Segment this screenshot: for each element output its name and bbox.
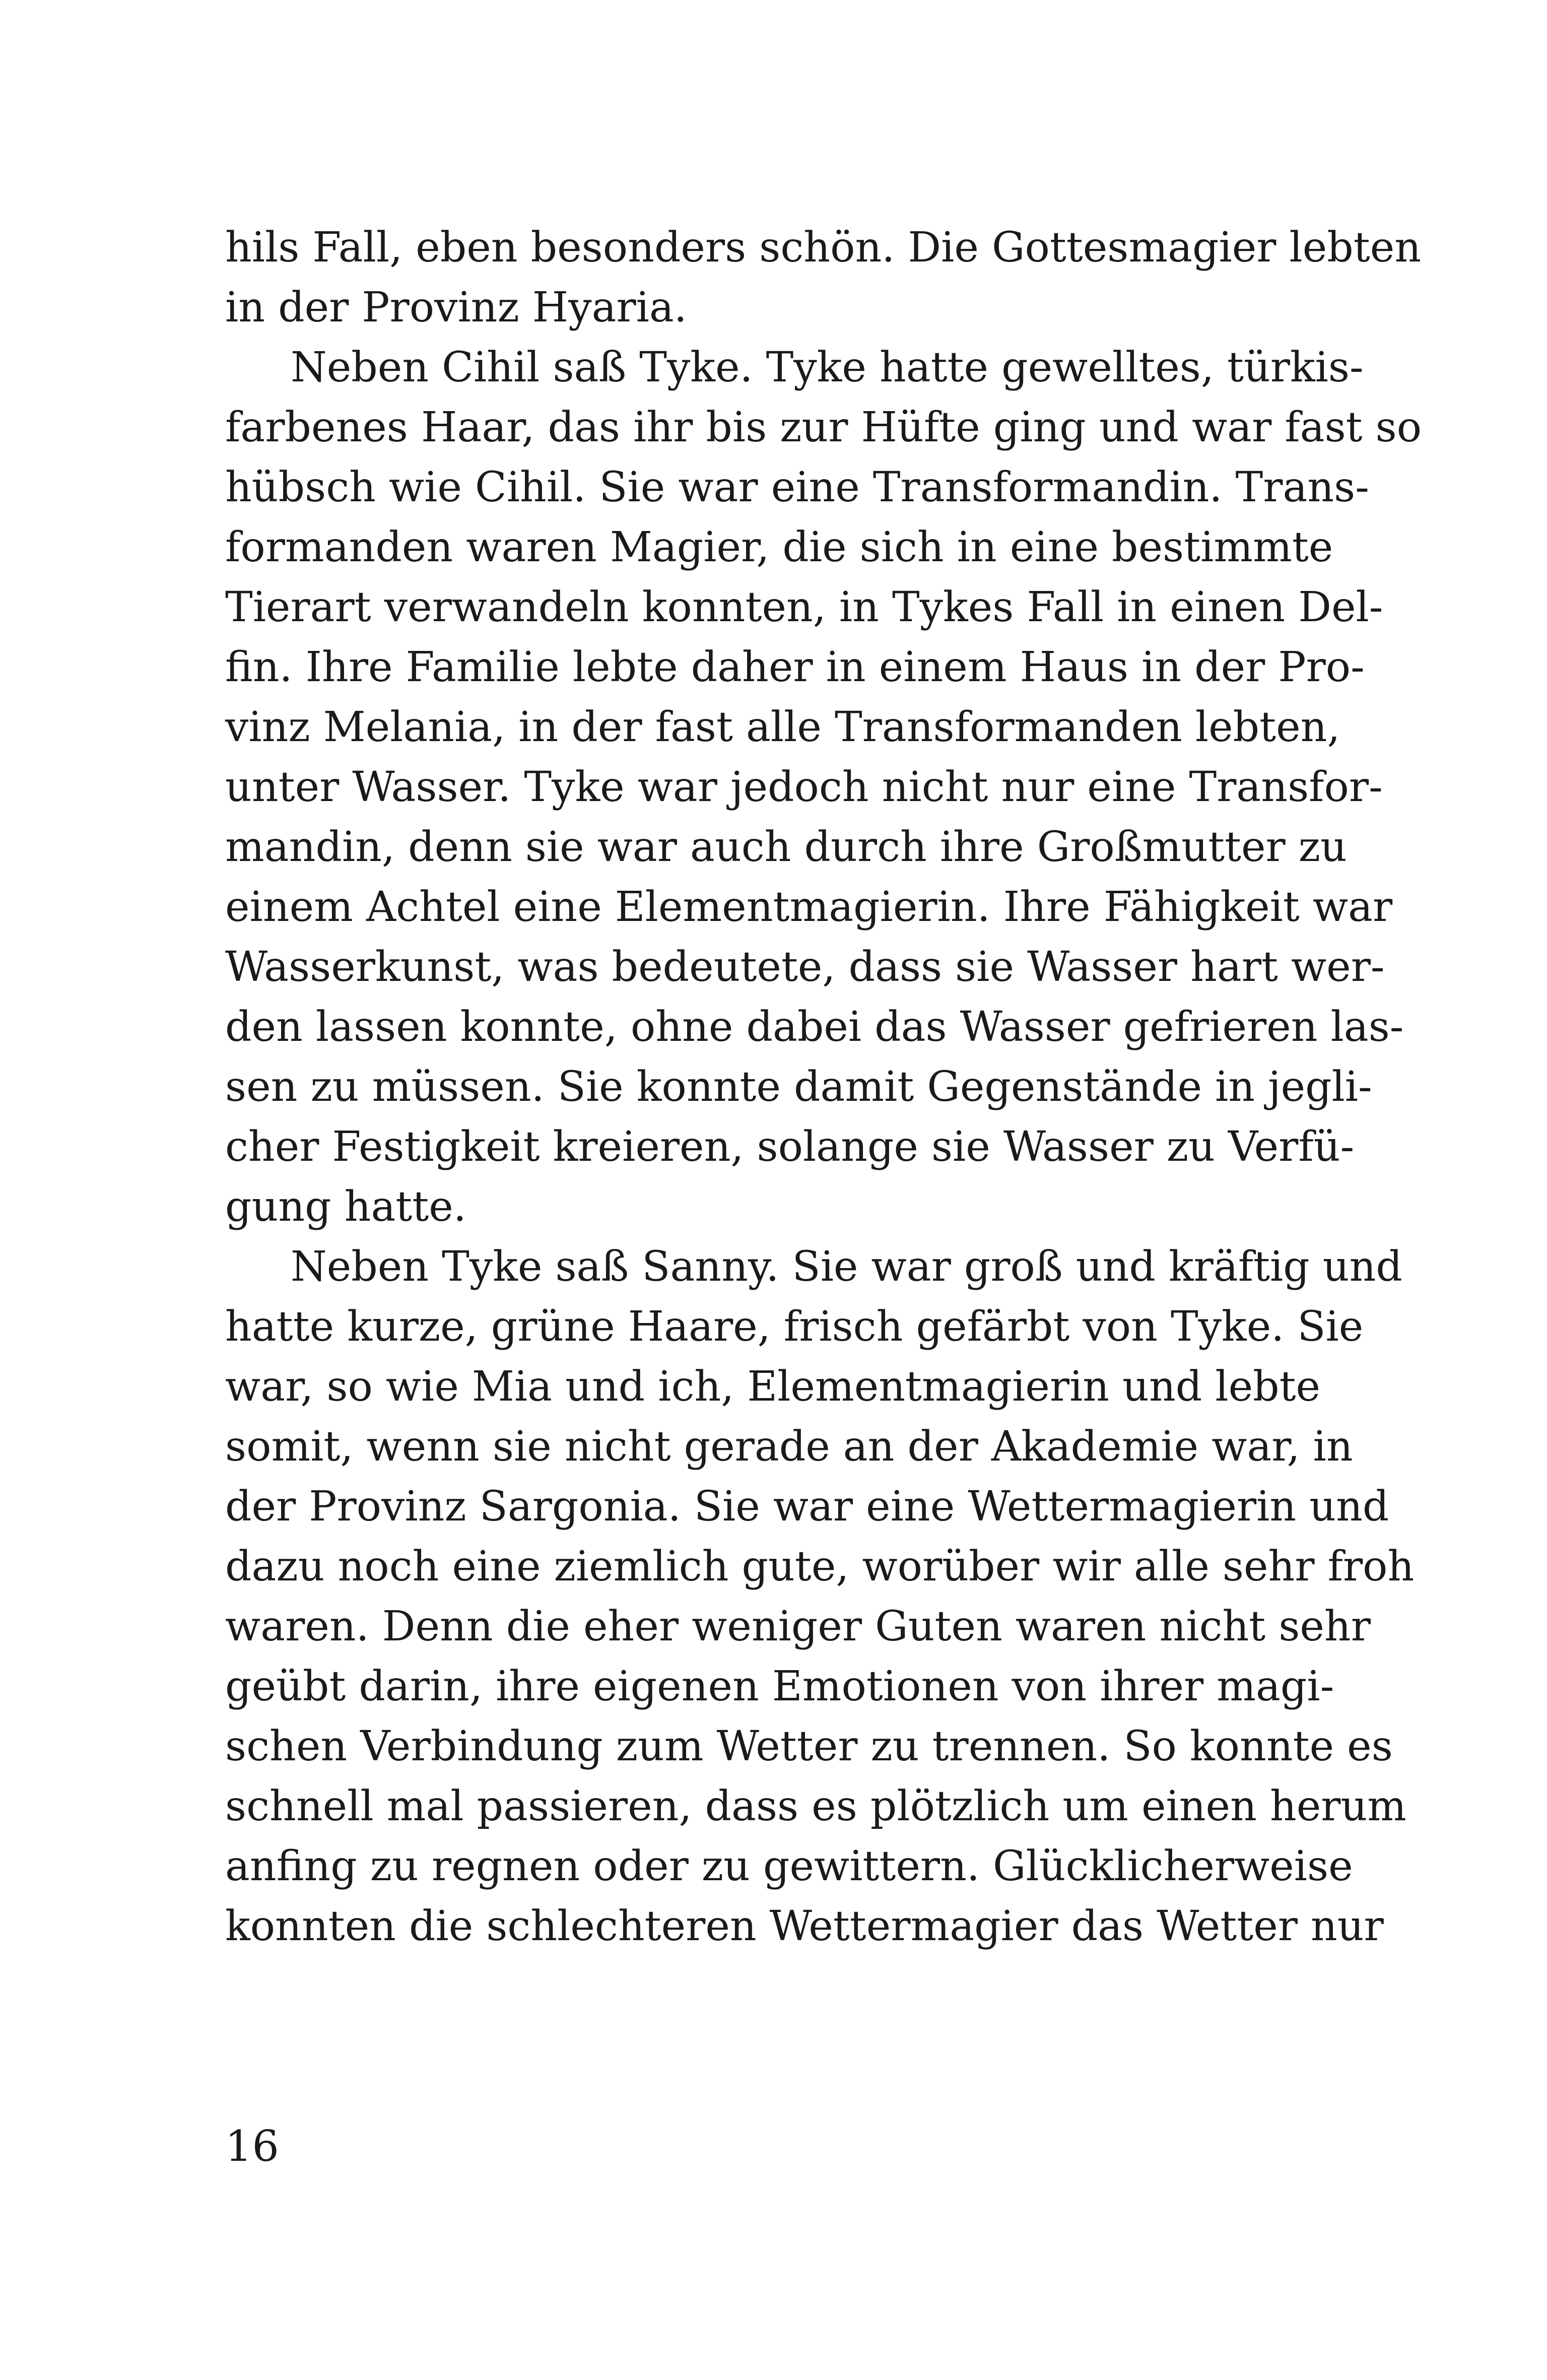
text-line: Neben Tyke saß Sanny. Sie war groß und kräftig und xyxy=(291,1243,1402,1291)
text-line: sen zu müssen. Sie konnte damit Gegenstände in jegli- xyxy=(225,1063,1372,1111)
text-line: den lassen konnte, ohne dabei das Wasser gefrieren las- xyxy=(225,1003,1404,1051)
text-line: schnell mal passieren, dass es plötzlich um einen herum xyxy=(225,1782,1407,1830)
text-line: anfing zu regnen oder zu gewittern. Glücklicherweise xyxy=(225,1842,1353,1890)
text-line: Neben Cihil saß Tyke. Tyke hatte gewelltes, türkis- xyxy=(291,344,1364,391)
text-line: waren. Denn die eher weniger Guten waren nicht sehr xyxy=(225,1603,1371,1650)
page-number: 16 xyxy=(225,2122,279,2171)
text-line: schen Verbindung zum Wetter zu trennen. So konnte es xyxy=(225,1723,1393,1770)
text-line: formanden waren Magier, die sich in eine bestimmte xyxy=(225,523,1333,571)
text-line: fin. Ihre Familie lebte daher in einem Haus in der Pro- xyxy=(225,643,1365,691)
text-line: somit, wenn sie nicht gerade an der Akademie war, in xyxy=(225,1423,1353,1471)
text-line: geübt darin, ihre eigenen Emotionen von ihrer magi- xyxy=(225,1663,1334,1710)
text-line: farbenes Haar, das ihr bis zur Hüfte ging und war fast so xyxy=(225,404,1422,451)
text-line: mandin, denn sie war auch durch ihre Großmutter zu xyxy=(225,823,1347,871)
text-line: hübsch wie Cihil. Sie war eine Transformandin. Trans- xyxy=(225,464,1369,511)
text-line: hils Fall, eben besonders schön. Die Gottesmagier lebten xyxy=(225,224,1422,272)
text-line: Wasserkunst, was bedeutete, dass sie Wasser hart wer- xyxy=(225,943,1385,991)
text-line: der Provinz Sargonia. Sie war eine Wettermagierin und xyxy=(225,1483,1389,1531)
text-line: hatte kurze, grüne Haare, frisch gefärbt von Tyke. Sie xyxy=(225,1303,1364,1351)
text-line: in der Provinz Hyaria. xyxy=(225,284,687,332)
text-line: gung hatte. xyxy=(225,1183,466,1231)
text-line: cher Festigkeit kreieren, solange sie Wasser zu Verfü- xyxy=(225,1123,1355,1171)
text-line: war, so wie Mia und ich, Elementmagierin und lebte xyxy=(225,1363,1321,1411)
text-line: unter Wasser. Tyke war jedoch nicht nur eine Transfor- xyxy=(225,763,1383,811)
text-line: konnten die schlechteren Wettermagier das Wetter nur xyxy=(225,1902,1384,1950)
text-line: einem Achtel eine Elementmagierin. Ihre Fähigkeit war xyxy=(225,883,1393,931)
body-text xyxy=(225,218,1422,1956)
text-line: Tierart verwandeln konnten, in Tykes Fall in einen Del- xyxy=(225,583,1383,631)
text-line: vinz Melania, in der fast alle Transformanden lebten, xyxy=(225,703,1340,751)
text-line: dazu noch eine ziemlich gute, worüber wir alle sehr froh xyxy=(225,1543,1415,1591)
